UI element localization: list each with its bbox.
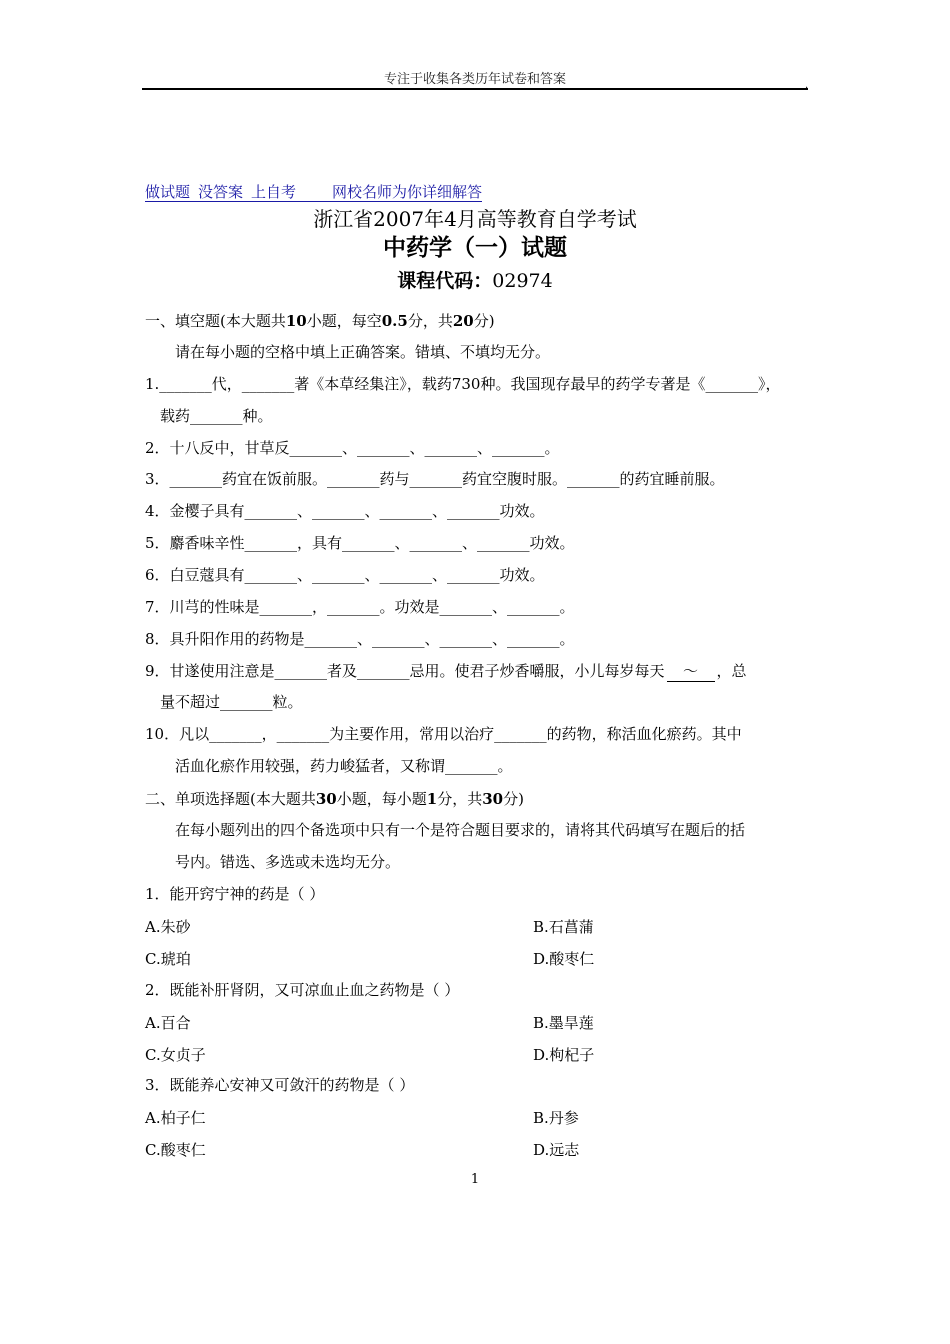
s2-heading-score: 1 bbox=[426, 790, 438, 808]
mcq2-stem: 2．既能补肝肾阴，又可凉血止血之药物是（ ） bbox=[145, 981, 460, 999]
q6: 6．白豆蔻具有_______、_______、_______、_______功效。 bbox=[145, 566, 545, 584]
s2-heading-total: 30 bbox=[482, 790, 504, 808]
s1-heading-a: 一、填空题(本大题共 bbox=[145, 312, 286, 330]
page-number: 1 bbox=[470, 1172, 480, 1187]
s2-heading-d: 分) bbox=[503, 790, 524, 808]
q8: 8．具升阳作用的药物是_______、_______、_______、_______。 bbox=[145, 630, 575, 648]
mcq2-option-d: D.枸杞子 bbox=[533, 1046, 595, 1064]
q10-line2: 活血化瘀作用较强，药力峻猛者，又称谓_______。 bbox=[175, 757, 513, 775]
s1-heading-d: 分) bbox=[473, 312, 495, 330]
q9-line1 bbox=[145, 661, 747, 682]
promo-link-3[interactable]: 上自考 bbox=[251, 183, 297, 201]
s2-heading-c: 分，共 bbox=[437, 790, 483, 808]
subject-title: 中药学（一）试题 bbox=[383, 235, 567, 261]
s1-heading-b: 小题，每空 bbox=[306, 312, 382, 330]
q2: 2．十八反中，甘草反_______、_______、_______、_______。 bbox=[145, 439, 560, 457]
section2-instruction-line1: 在每小题列出的四个备选项中只有一个是符合题目要求的，请将其代码填写在题后的括 bbox=[175, 821, 746, 839]
q9-pre: 9．甘遂使用注意是_______者及_______忌用。使君子炒香嚼服，小儿每岁每天 bbox=[145, 662, 665, 680]
s2-heading-b: 小题，每小题 bbox=[336, 790, 427, 808]
mcq1-option-b: B.石菖蒲 bbox=[533, 918, 594, 936]
mcq1-stem: 1．能开窍宁神的药是（ ） bbox=[145, 885, 325, 903]
s1-heading-total: 20 bbox=[452, 312, 474, 330]
s1-heading-c: 分，共 bbox=[407, 312, 453, 330]
page-header-text: 专注于收集各类历年试卷和答案 bbox=[383, 72, 566, 87]
section1-instruction: 请在每小题的空格中填上正确答案。错填、不填均无分。 bbox=[175, 343, 551, 361]
q1-line2: 载药_______种。 bbox=[160, 407, 273, 425]
s2-heading-a: 二、单项选择题(本大题共 bbox=[145, 790, 316, 808]
mcq3-option-b: B.丹参 bbox=[533, 1109, 579, 1127]
promo-links bbox=[145, 183, 482, 202]
q3: 3．_______药宜在饭前服。_______药与_______药宜空腹时服。_______的药宜睡前服。 bbox=[145, 470, 725, 488]
mcq1-option-d: D.酸枣仁 bbox=[533, 950, 595, 968]
s1-heading-num: 10 bbox=[285, 312, 307, 330]
mcq3-option-c: C.酸枣仁 bbox=[145, 1141, 206, 1159]
q7: 7．川芎的性味是_______，_______。功效是_______、_______。 bbox=[145, 598, 575, 616]
exam-title: 浙江省2007年4月高等教育自学考试 bbox=[313, 207, 637, 231]
q5: 5．麝香味辛性_______，具有_______、_______、_______功效。 bbox=[145, 534, 575, 552]
section2-instruction-line2: 号内。错选、多选或未选均无分。 bbox=[175, 853, 401, 871]
q9-blank: ～ bbox=[667, 661, 715, 682]
mcq2-option-c: C.女贞子 bbox=[145, 1046, 206, 1064]
q9-line2: 量不超过_______粒。 bbox=[160, 693, 303, 711]
promo-link-1[interactable]: 做试题 bbox=[145, 183, 191, 201]
mcq1-option-c: C.琥珀 bbox=[145, 950, 191, 968]
q1-line1: 1._______代，_______著《本草经集注》，载药730种。我国现存最早的药学专著是《_______》， bbox=[145, 375, 781, 393]
s1-heading-score: 0.5 bbox=[381, 312, 408, 330]
s2-heading-num: 30 bbox=[315, 790, 337, 808]
header-rule bbox=[142, 88, 808, 90]
q9-post: ，总 bbox=[716, 662, 747, 680]
mcq2-option-b: B.墨旱莲 bbox=[533, 1014, 594, 1032]
mcq3-option-a: A.柏子仁 bbox=[145, 1109, 206, 1127]
header-mark: . bbox=[805, 80, 809, 91]
course-code-value: 02974 bbox=[492, 270, 553, 292]
course-code bbox=[0, 266, 950, 293]
section1-heading bbox=[145, 310, 495, 331]
mcq3-option-d: D.远志 bbox=[533, 1141, 580, 1159]
mcq3-stem: 3．既能养心安神又可敛汗的药物是（ ） bbox=[145, 1076, 415, 1094]
mcq1-option-a: A.朱砂 bbox=[145, 918, 191, 936]
promo-link-4[interactable]: 网校名师为你详细解答 bbox=[332, 183, 483, 201]
q10-line1: 10．凡以_______，_______为主要作用，常用以治疗_______的药物，称活血化瘀药。其中 bbox=[145, 725, 742, 743]
course-code-label: 课程代码： bbox=[397, 270, 493, 292]
mcq2-option-a: A.百合 bbox=[145, 1014, 191, 1032]
q4: 4．金樱子具有_______、_______、_______、_______功效。 bbox=[145, 502, 545, 520]
section2-heading bbox=[145, 788, 524, 809]
promo-link-2[interactable]: 没答案 bbox=[198, 183, 244, 201]
